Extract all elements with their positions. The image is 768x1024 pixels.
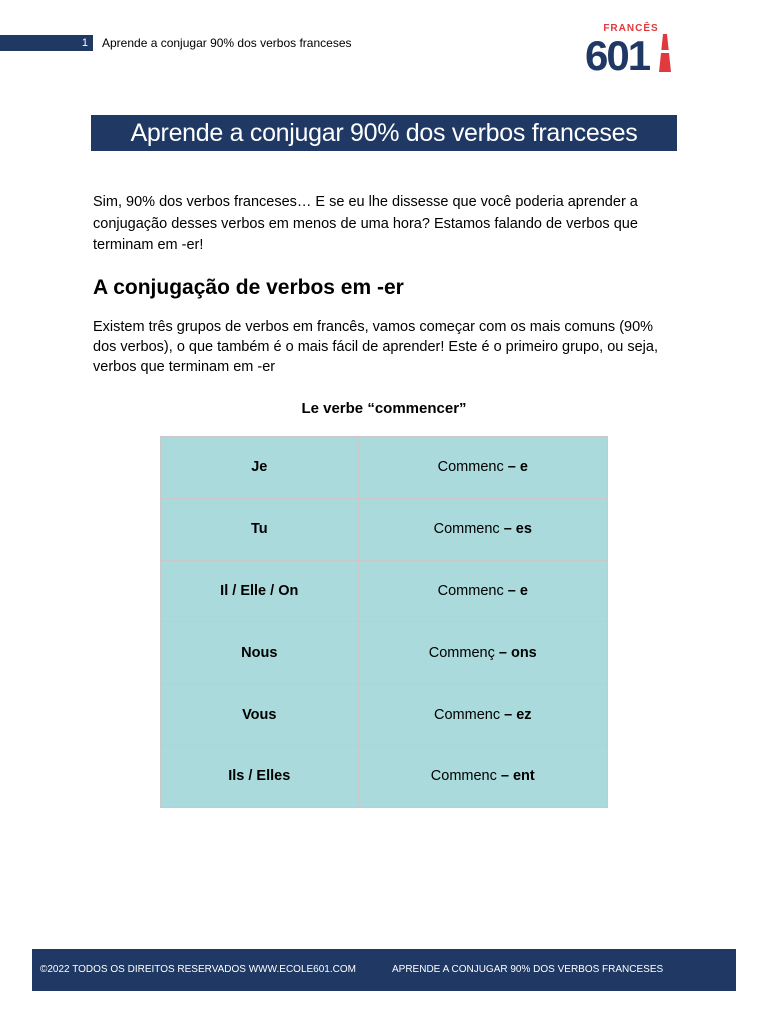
verb-stem: Commenc [437,582,504,599]
footer-copyright: ©2022 TODOS OS DIREITOS RESERVADOS WWW.ECOLE601.COM [40,964,356,975]
pronoun-cell: Il / Elle / On [161,560,359,622]
ending-separator: – [503,582,520,599]
table-row [161,437,608,499]
verb-stem: Commenc [430,768,497,785]
ending-separator: – [503,459,520,476]
verb-ending: ez [516,706,532,723]
table-row [161,560,608,622]
section-heading: A conjugação de verbos em -er [93,276,404,299]
table-caption: Le verbe “commencer” [301,400,467,417]
page-number: 1 [81,37,88,49]
verb-stem: Commenc [434,706,501,723]
ending-separator: – [499,521,516,538]
conjugation-cell [358,745,607,807]
table-row [161,745,608,807]
conjugation-cell [358,684,607,746]
table-row [161,622,608,684]
logo-number: 601 [585,32,650,76]
verb-ending: e [519,582,528,599]
section-paragraph: Existem três grupos de verbos em francês, vamos começar com os mais comuns (90% dos verbos), o que também é o mais fácil de aprender! Este é o primeiro grupo, ou seja, verbos que terminam em -er [93,319,658,375]
verb-stem: Commenç [428,644,495,661]
intro-paragraph: Sim, 90% dos verbos franceses… E se eu lhe dissesse que você poderia aprender a conjugação desses verbos em menos de uma hora? Estamos falando de verbos que terminam em -er! [93,194,638,253]
ending-separator: – [496,768,513,785]
pronoun-cell: Ils / Elles [161,745,359,807]
verb-ending: es [515,521,532,538]
logo-label: FRANCÊS [603,23,659,34]
table-row [161,498,608,560]
pronoun-cell: Je [161,437,359,499]
verb-ending: ons [510,644,537,661]
verb-ending: e [519,459,528,476]
pronoun-cell: Nous [161,622,359,684]
verb-stem: Commenc [433,521,500,538]
ending-separator: – [494,644,511,661]
conjugation-cell [358,437,607,499]
logo-tower-stripe [660,50,670,53]
footer-doc-title: APRENDE A CONJUGAR 90% DOS VERBOS FRANCESES [392,964,664,975]
conjugation-table [160,436,608,808]
conjugation-cell [358,498,607,560]
ending-separator: – [500,706,517,723]
header-title: Aprende a conjugar 90% dos verbos franceses [102,36,352,50]
table-row [161,684,608,746]
pronoun-cell: Tu [161,498,359,560]
conjugation-cell [358,560,607,622]
verb-ending: ent [512,768,535,785]
document-title: Aprende a conjugar 90% dos verbos franceses [91,115,677,151]
logo-601 [583,20,675,76]
verb-stem: Commenc [437,459,504,476]
conjugation-cell [358,622,607,684]
pronoun-cell: Vous [161,684,359,746]
